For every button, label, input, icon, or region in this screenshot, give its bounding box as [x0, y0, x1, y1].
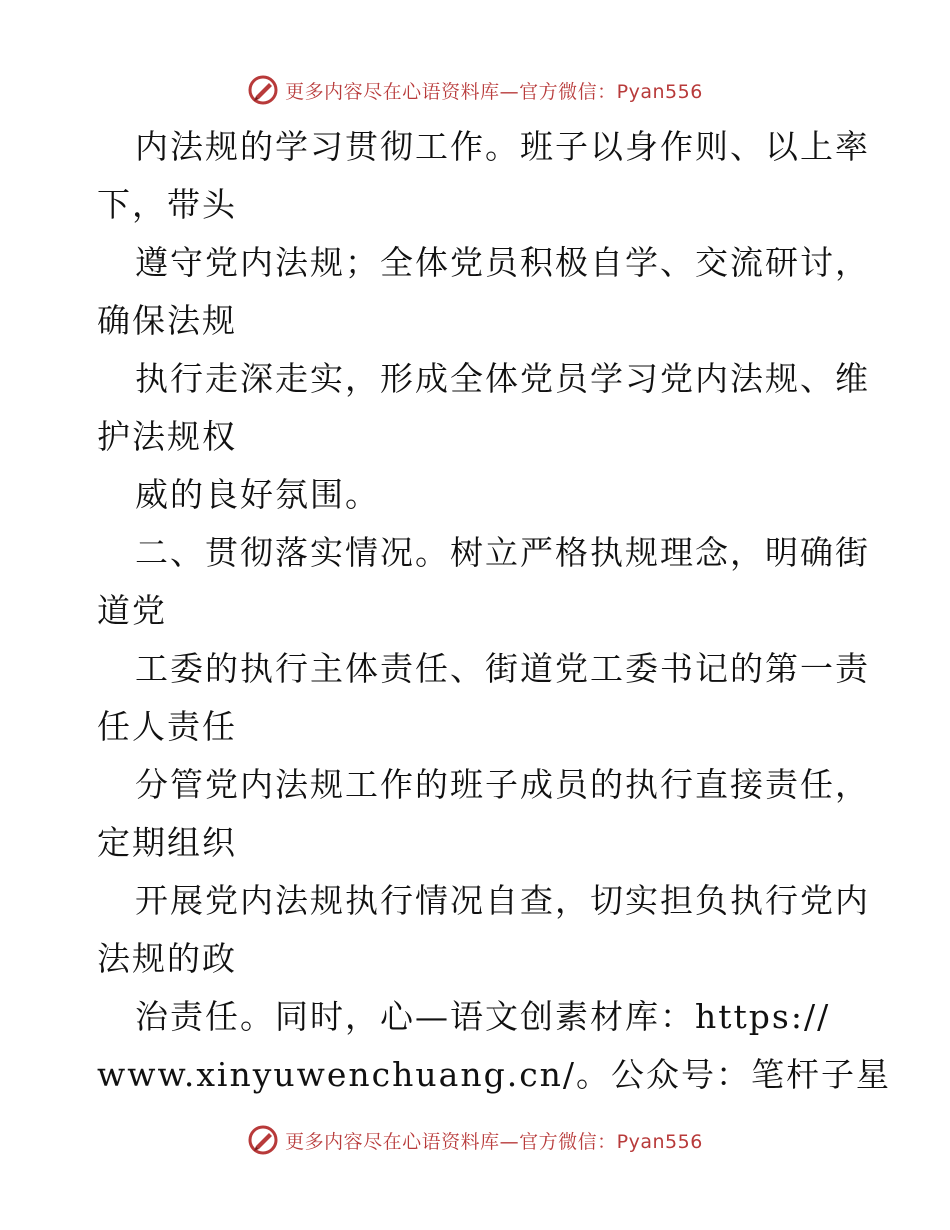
text-line: 道党 [97, 591, 167, 630]
footer-banner-text: 更多内容尽在心语资料库—官方微信：Pyan556 [285, 1130, 703, 1153]
footer-banner [0, 1120, 950, 1160]
text-line: 护法规权 [97, 417, 237, 456]
text-line: 下，带头 [97, 185, 237, 224]
text-line: 遵守党内法规；全体党员积极自学、交流研讨， [135, 243, 870, 282]
text-line: 开展党内法规执行情况自查，切实担负执行党内 [135, 881, 870, 920]
text-line: 治责任。同时，心—语文创素材库：https:// [135, 997, 831, 1036]
text-line: www.xinyuwenchuang.cn/。公众号：笔杆子星 [97, 1055, 892, 1094]
text-line: 威的良好氛围。 [135, 475, 380, 514]
text-line: 分管党内法规工作的班子成员的执行直接责任， [135, 765, 870, 804]
text-line: 任人责任 [97, 707, 237, 746]
pen-logo-icon [247, 1124, 279, 1156]
text-line: 法规的政 [97, 939, 237, 978]
pen-logo-icon [247, 74, 279, 106]
text-line: 确保法规 [97, 301, 237, 340]
text-line: 内法规的学习贯彻工作。班子以身作则、以上率 [135, 127, 870, 166]
text-line: 二、贯彻落实情况。树立严格执规理念，明确街 [135, 533, 870, 572]
text-line: 执行走深走实，形成全体党员学习党内法规、维 [135, 359, 870, 398]
text-line: 定期组织 [97, 823, 237, 862]
document-body [97, 118, 892, 1104]
text-line: 工委的执行主体责任、街道党工委书记的第一责 [135, 649, 870, 688]
header-banner-text: 更多内容尽在心语资料库—官方微信：Pyan556 [285, 80, 703, 103]
header-banner [0, 70, 950, 110]
